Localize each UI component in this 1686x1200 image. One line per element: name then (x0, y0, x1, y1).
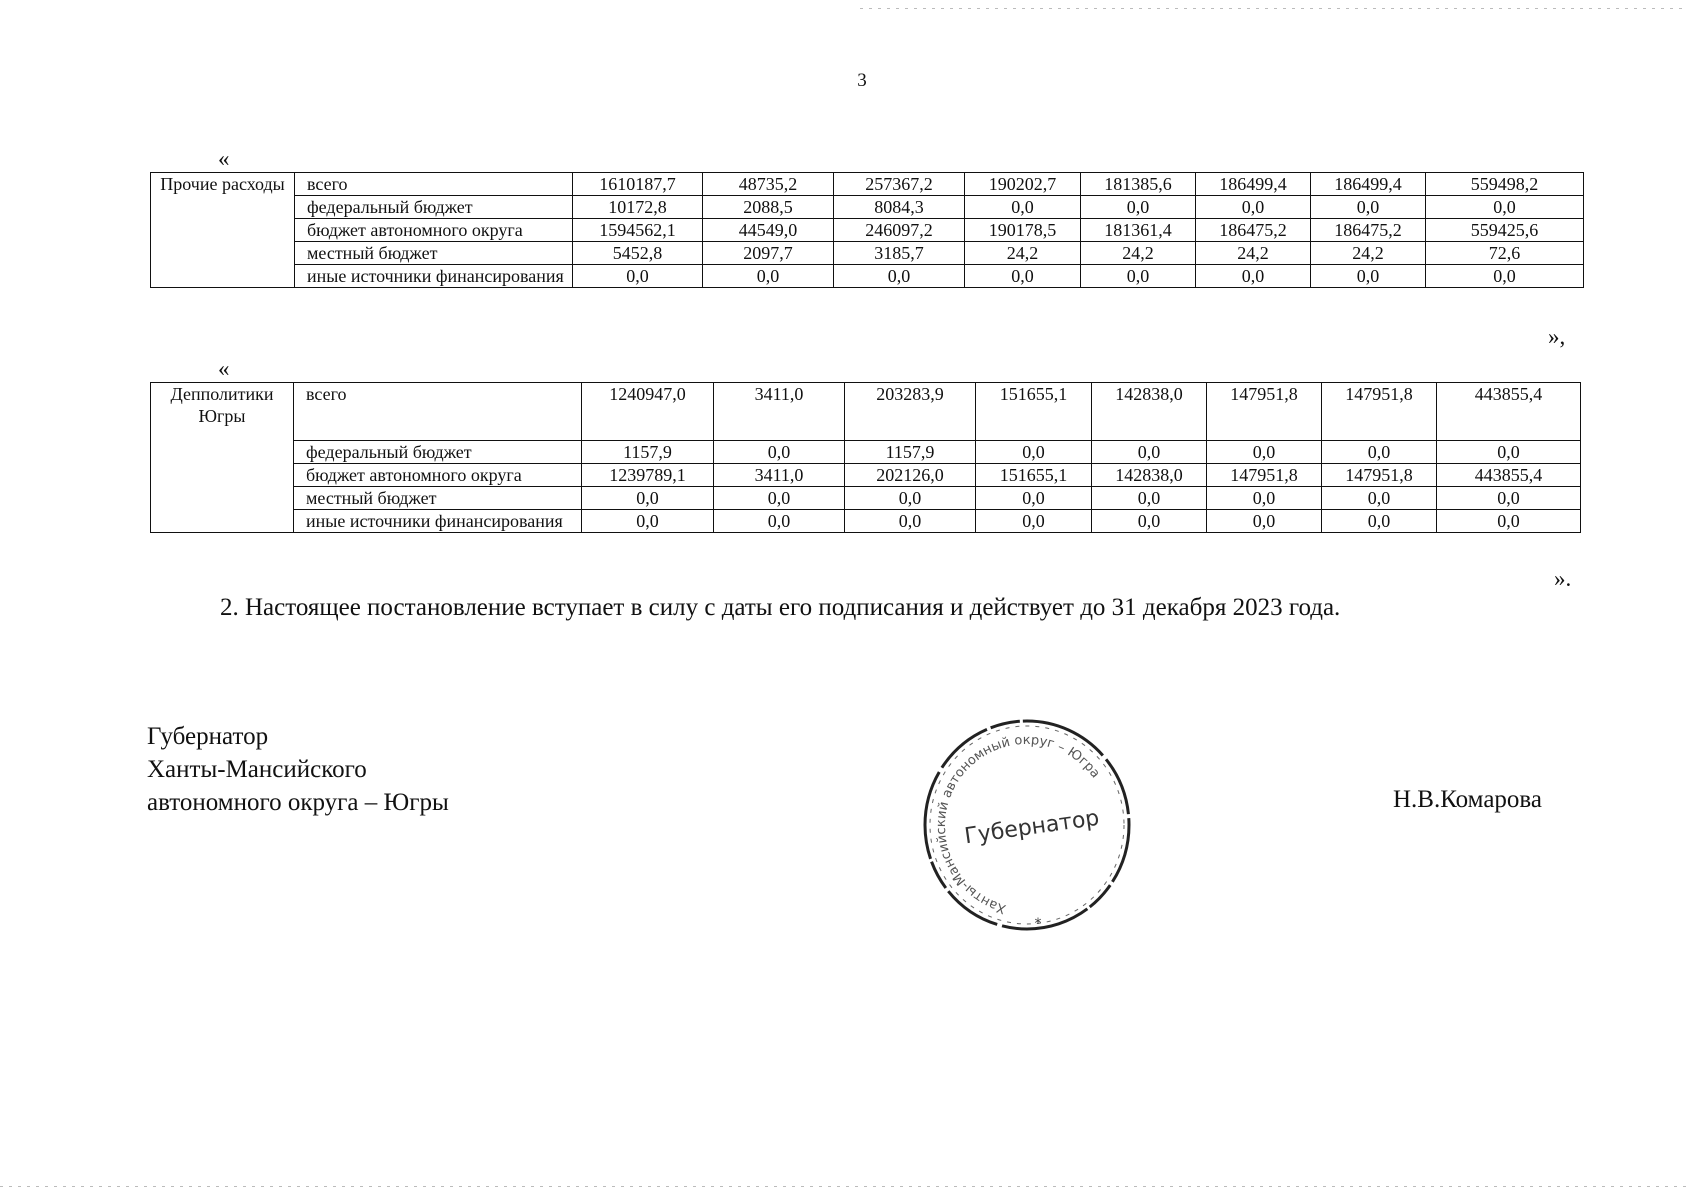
cell: 181385,6 (1081, 173, 1196, 196)
cell: 186499,4 (1196, 173, 1311, 196)
cell: 443855,4 (1437, 464, 1581, 487)
table-row (151, 464, 1581, 487)
cell: 0,0 (976, 487, 1092, 510)
cell: 0,0 (573, 265, 703, 288)
cell: 1610187,7 (573, 173, 703, 196)
row-label: бюджет автономного округа (295, 219, 573, 242)
cell: 0,0 (1322, 510, 1437, 533)
table-row (151, 441, 1581, 464)
row-group-label: Прочие расходы (151, 173, 295, 288)
cell: 142838,0 (1092, 464, 1207, 487)
cell: 0,0 (1081, 196, 1196, 219)
signer-name: Н.В.Комарова (1393, 786, 1542, 813)
cell: 0,0 (1311, 265, 1426, 288)
cell: 24,2 (1311, 242, 1426, 265)
cell: 24,2 (965, 242, 1081, 265)
cell: 24,2 (1196, 242, 1311, 265)
cell: 48735,2 (703, 173, 834, 196)
cell: 559498,2 (1426, 173, 1584, 196)
table-row (151, 383, 1581, 441)
cell: 257367,2 (834, 173, 965, 196)
cell: 0,0 (1311, 196, 1426, 219)
signatory-title (147, 720, 449, 819)
cell: 0,0 (1437, 487, 1581, 510)
cell: 24,2 (1081, 242, 1196, 265)
row-label: местный бюджет (295, 242, 573, 265)
row-label: всего (294, 383, 582, 441)
cell: 8084,3 (834, 196, 965, 219)
cell: 0,0 (714, 441, 845, 464)
cell: 0,0 (845, 487, 976, 510)
table-deppolitiki-yugry (150, 382, 1581, 533)
cell: 3411,0 (714, 383, 845, 441)
row-label: бюджет автономного округа (294, 464, 582, 487)
table-row (151, 219, 1584, 242)
cell: 151655,1 (976, 383, 1092, 441)
signatory-line: Ханты-Мансийского (147, 756, 367, 783)
seal-ring-text: Ханты-Мансийский автономный округ – Югра (933, 732, 1103, 917)
cell: 1594562,1 (573, 219, 703, 242)
seal-center-text: Губернатор (963, 805, 1101, 850)
cell: 0,0 (1426, 265, 1584, 288)
table2-close-quote: ». (1554, 566, 1572, 591)
row-label: федеральный бюджет (294, 441, 582, 464)
signatory-line: Губернатор (147, 723, 269, 750)
scan-artifact-bottom (0, 1186, 1686, 1187)
table-row (151, 487, 1581, 510)
cell: 0,0 (1437, 510, 1581, 533)
cell: 147951,8 (1207, 383, 1322, 441)
row-label: местный бюджет (294, 487, 582, 510)
row-group-label: Депполитики Югры (151, 383, 294, 533)
table2-open-quote: « (218, 356, 230, 381)
cell: 0,0 (703, 265, 834, 288)
table1-open-quote: « (218, 146, 230, 171)
cell: 0,0 (965, 265, 1081, 288)
cell: 1239789,1 (582, 464, 714, 487)
cell: 443855,4 (1437, 383, 1581, 441)
clause-2: 2. Настоящее постановление вступает в силу с даты его подписания и действует до 31 декабря 2023 года. (220, 594, 1341, 621)
cell: 0,0 (1207, 510, 1322, 533)
table-row (151, 510, 1581, 533)
cell: 0,0 (1207, 487, 1322, 510)
cell: 0,0 (1426, 196, 1584, 219)
cell: 0,0 (582, 510, 714, 533)
cell: 44549,0 (703, 219, 834, 242)
cell: 3185,7 (834, 242, 965, 265)
cell: 72,6 (1426, 242, 1584, 265)
cell: 190178,5 (965, 219, 1081, 242)
cell: 559425,6 (1426, 219, 1584, 242)
cell: 0,0 (976, 441, 1092, 464)
cell: 3411,0 (714, 464, 845, 487)
row-label: иные источники финансирования (294, 510, 582, 533)
cell: 0,0 (1092, 441, 1207, 464)
table-row (151, 242, 1584, 265)
cell: 0,0 (1322, 441, 1437, 464)
cell: 142838,0 (1092, 383, 1207, 441)
table-prochie-raskhody (150, 172, 1584, 288)
cell: 147951,8 (1322, 383, 1437, 441)
cell: 0,0 (834, 265, 965, 288)
cell: 0,0 (1196, 265, 1311, 288)
row-label: федеральный бюджет (295, 196, 573, 219)
signatory-line: автономного округа – Югры (147, 789, 449, 816)
cell: 0,0 (1092, 510, 1207, 533)
cell: 1240947,0 (582, 383, 714, 441)
page-number: 3 (857, 70, 867, 91)
row-label: иные источники финансирования (295, 265, 573, 288)
cell: 202126,0 (845, 464, 976, 487)
cell: 151655,1 (976, 464, 1092, 487)
row-label: всего (295, 173, 573, 196)
cell: 246097,2 (834, 219, 965, 242)
cell: 0,0 (1081, 265, 1196, 288)
cell: 147951,8 (1322, 464, 1437, 487)
cell: 186475,2 (1196, 219, 1311, 242)
cell: 0,0 (965, 196, 1081, 219)
cell: 1157,9 (582, 441, 714, 464)
cell: 190202,7 (965, 173, 1081, 196)
cell: 2097,7 (703, 242, 834, 265)
table-row (151, 265, 1584, 288)
cell: 0,0 (1092, 487, 1207, 510)
cell: 203283,9 (845, 383, 976, 441)
cell: 0,0 (714, 510, 845, 533)
cell: 10172,8 (573, 196, 703, 219)
cell: 0,0 (582, 487, 714, 510)
cell: 0,0 (976, 510, 1092, 533)
cell: 0,0 (1207, 441, 1322, 464)
cell: 186499,4 (1311, 173, 1426, 196)
cell: 2088,5 (703, 196, 834, 219)
cell: 0,0 (714, 487, 845, 510)
cell: 147951,8 (1207, 464, 1322, 487)
table1-close-quote: », (1548, 324, 1566, 349)
table-row (151, 196, 1584, 219)
cell: 5452,8 (573, 242, 703, 265)
cell: 186475,2 (1311, 219, 1426, 242)
scan-artifact-top (860, 8, 1686, 9)
official-seal (920, 716, 1134, 934)
cell: 1157,9 (845, 441, 976, 464)
table-row (151, 173, 1584, 196)
cell: 0,0 (1437, 441, 1581, 464)
cell: 0,0 (1322, 487, 1437, 510)
cell: 0,0 (1196, 196, 1311, 219)
cell: 181361,4 (1081, 219, 1196, 242)
seal-star: * (1034, 916, 1042, 932)
cell: 0,0 (845, 510, 976, 533)
